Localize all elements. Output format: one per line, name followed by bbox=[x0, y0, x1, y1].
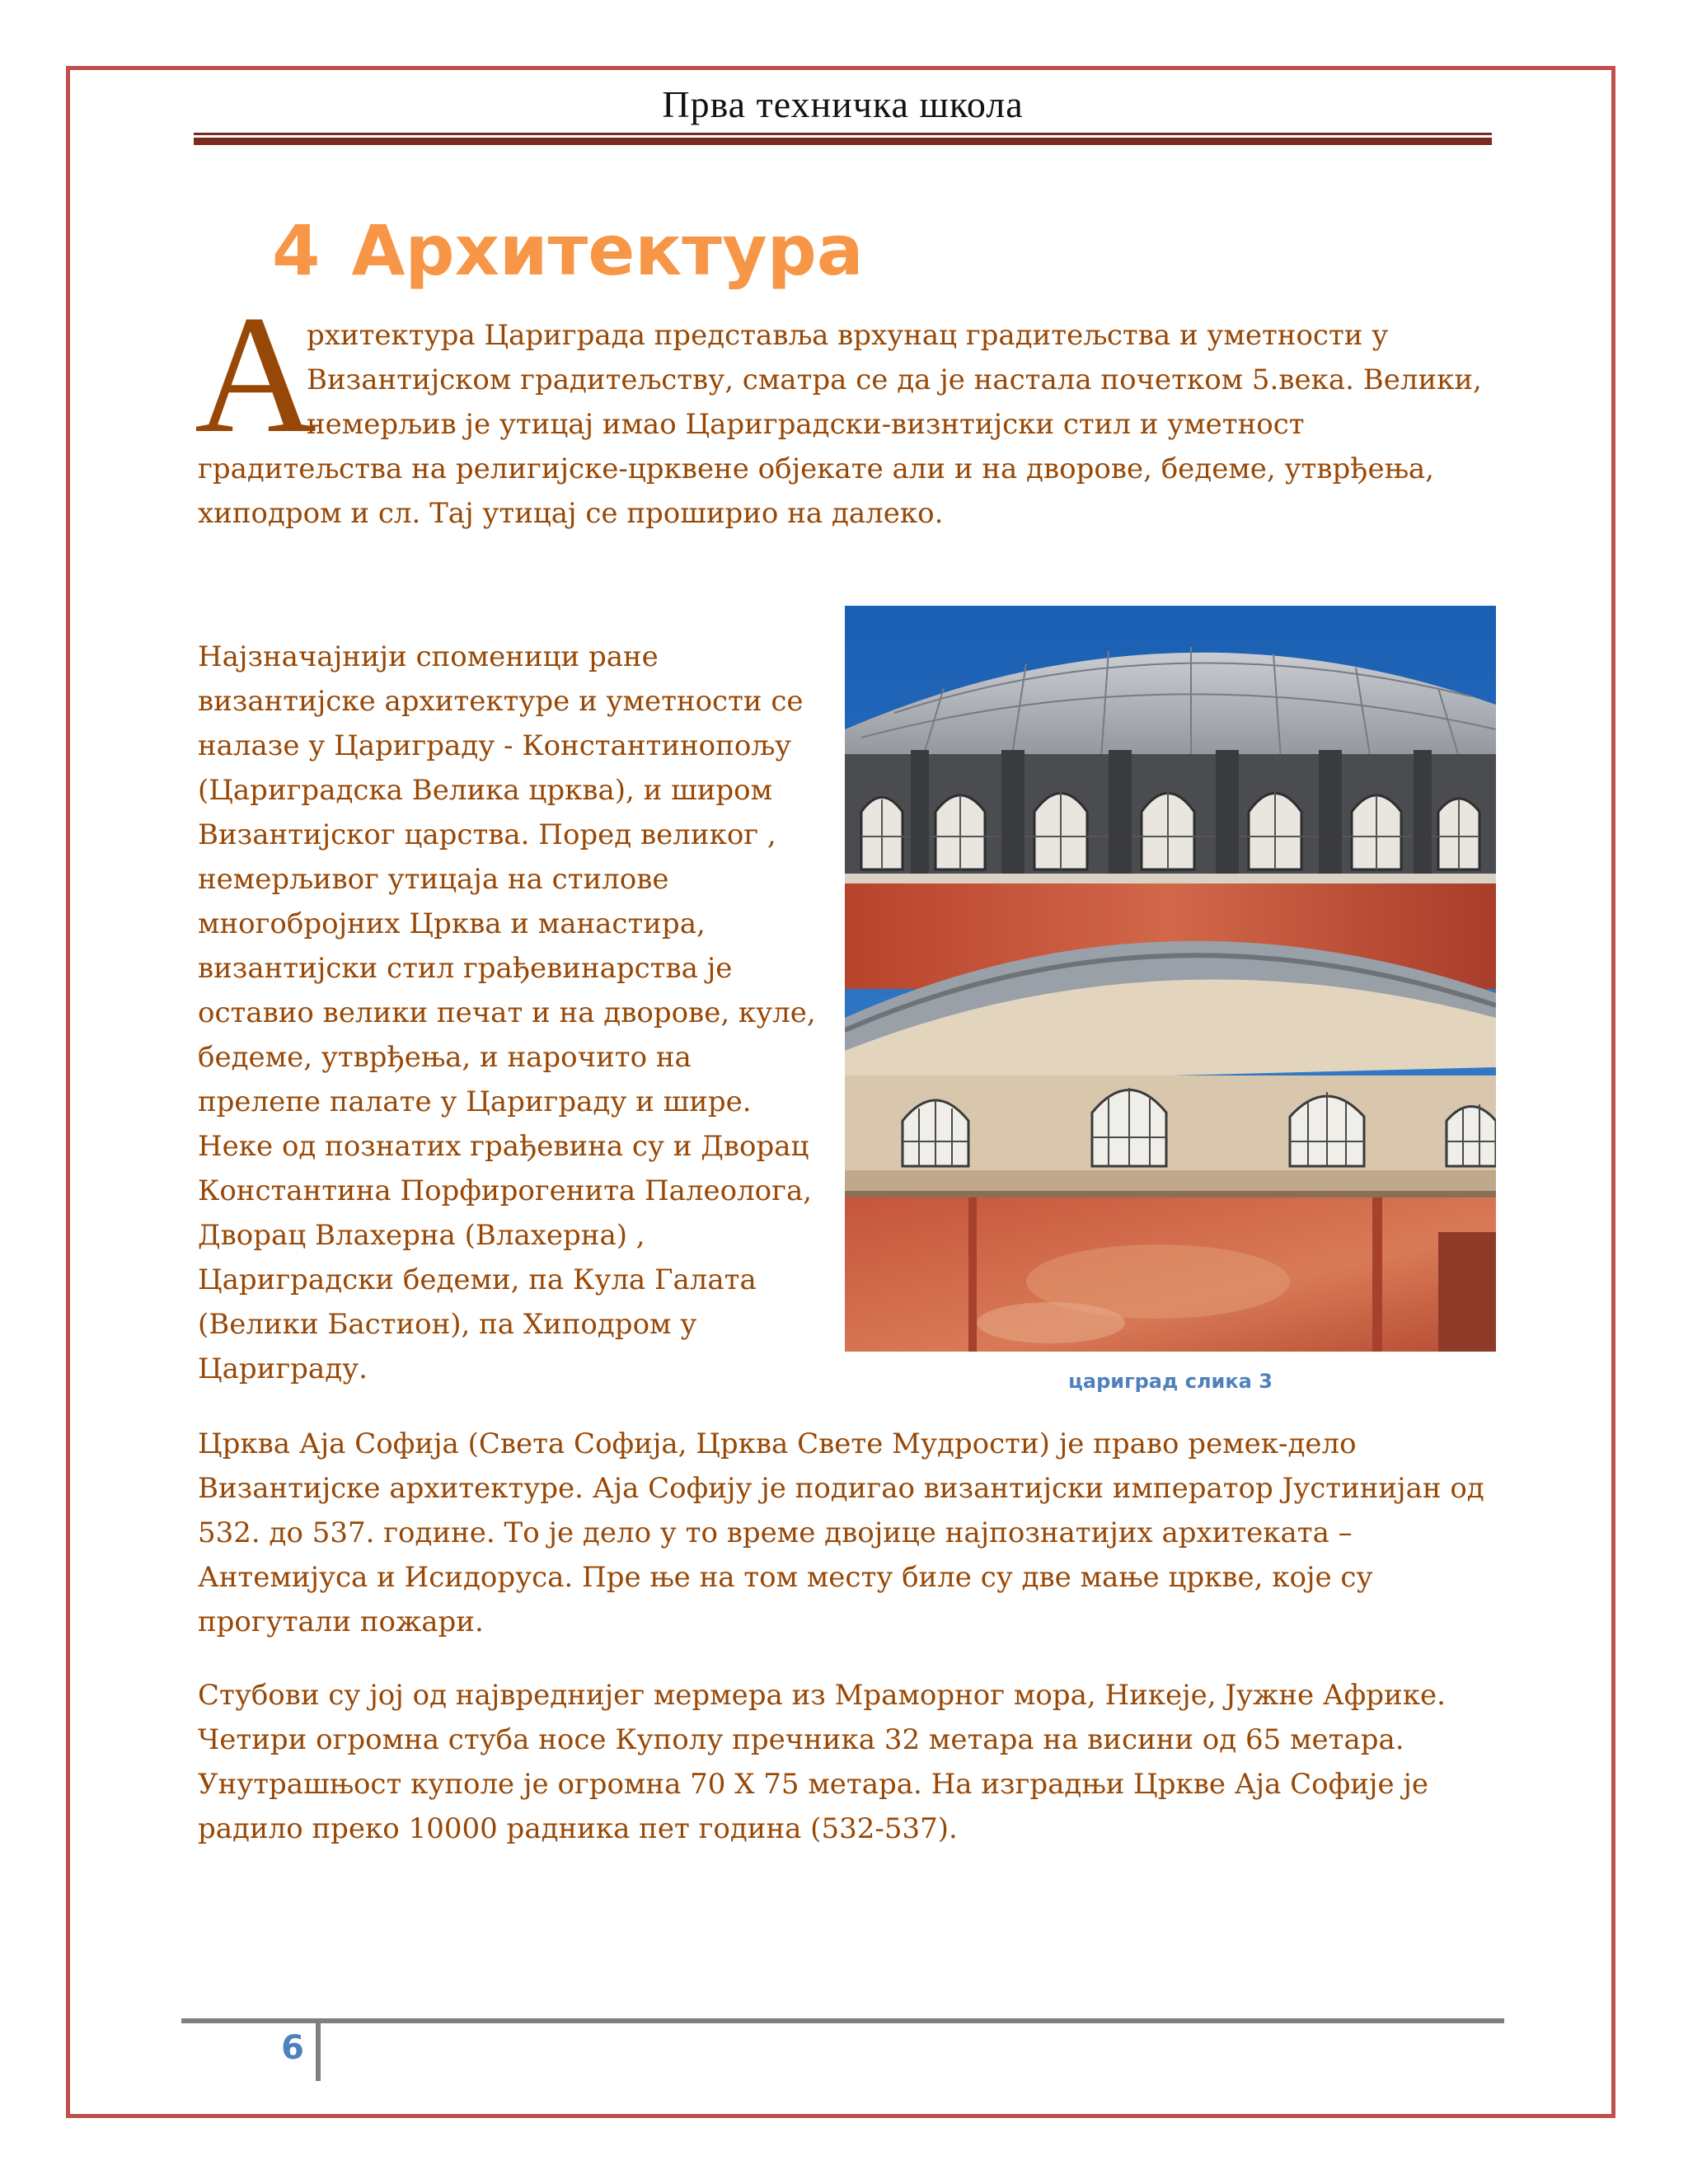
monuments-line: византијске архитектуре и уметности се bbox=[198, 685, 804, 718]
monuments-line: Дворац Влахерна (Влахерна) , bbox=[198, 1219, 645, 1252]
intro-paragraph bbox=[198, 313, 1492, 536]
monuments-line: Најзначајнији споменици ране bbox=[198, 640, 659, 673]
monuments-line: Цариградски бедеми, па Кула Галата bbox=[198, 1263, 757, 1296]
hagia-sophia-paragraph bbox=[198, 1422, 1500, 1644]
columns-paragraph bbox=[198, 1673, 1500, 1851]
hagia-sophia-line: прогутали пожари. bbox=[198, 1605, 484, 1638]
monuments-line: прелепе палате у Цариграду и шире. bbox=[198, 1085, 752, 1118]
footer-rule bbox=[181, 2018, 1504, 2023]
intro-line: градитељства на религијске-црквене објекате али и на дворове, бедеме, утврђења, bbox=[198, 452, 1434, 485]
hagia-sophia-line: Црква Аја Софија (Света Софија, Црква Свете Мудрости) је право ремек-дело bbox=[198, 1427, 1357, 1460]
monuments-paragraph bbox=[198, 635, 824, 1391]
section-heading bbox=[272, 210, 864, 291]
footer-divider bbox=[316, 2023, 321, 2081]
monuments-line: немерљивог утицаја на стилове bbox=[198, 863, 669, 896]
intro-line: Византијском градитељству, сматра се да је настала почетком 5.века. Велики, bbox=[307, 363, 1482, 396]
monuments-line: Цариграду. bbox=[198, 1352, 368, 1385]
monuments-line: Неке од познатих грађевина су и Дворац bbox=[198, 1130, 809, 1163]
hagia-sophia-line: Антемијуса и Исидоруса. Пре ње на том месту биле су две мање цркве, које су bbox=[198, 1561, 1373, 1594]
monuments-line: Византијског царства. Поред великог , bbox=[198, 818, 776, 851]
columns-line: Стубови су јој од највреднијег мермера из Мраморног мора, Никеје, Јужне Африке. bbox=[198, 1679, 1446, 1712]
monuments-line: Константина Порфирогенита Палеолога, bbox=[198, 1174, 813, 1207]
monuments-line: византијски стил грађевинарства је bbox=[198, 952, 733, 985]
monuments-line: налазе у Цариграду - Константинопољу bbox=[198, 729, 791, 762]
section-title: Архитектура bbox=[351, 210, 864, 291]
columns-line: Унутрашњост куполе је огромна 70 Х 75 метара. На изградњи Цркве Аја Софије је bbox=[198, 1768, 1429, 1801]
page-number: 6 bbox=[281, 2029, 304, 2067]
columns-line: Четири огромна стуба носе Куполу пречника 32 метара на висини од 65 метара. bbox=[198, 1723, 1404, 1756]
header-title: Прва техничка школа bbox=[662, 83, 1024, 125]
drop-cap: А bbox=[195, 281, 317, 468]
columns-line: радило преко 10000 радника пет година (532-537). bbox=[198, 1812, 958, 1845]
monuments-line: оставио велики печат и на дворове, куле, bbox=[198, 996, 816, 1029]
intro-line: хиподром и сл. Тај утицај се проширио на далеко. bbox=[198, 497, 944, 530]
monuments-line: (Цариградска Велика црква), и широм bbox=[198, 774, 773, 807]
section-number: 4 bbox=[272, 210, 321, 291]
header-rule-thick bbox=[194, 138, 1492, 145]
hagia-sophia-line: 532. до 537. године. То је дело у то време двојице најпознатијих архитеката – bbox=[198, 1516, 1353, 1549]
intro-line: немерљив је утицај имао Цариградски-визнтијски стил и уметност bbox=[307, 408, 1305, 441]
figure-caption: цариград слика 3 bbox=[1068, 1370, 1273, 1393]
monuments-line: многобројних Црква и манастира, bbox=[198, 907, 706, 940]
header-rule bbox=[194, 133, 1492, 135]
hagia-sophia-photo bbox=[845, 606, 1496, 1352]
hagia-sophia-line: Византијске архитектуре. Аја Софију је подигао византијски император Јустинијан од bbox=[198, 1472, 1484, 1505]
monuments-line: (Велики Бастион), па Хиподром у bbox=[198, 1308, 697, 1341]
intro-line: рхитектура Цариграда представља врхунац градитељства и уметности у bbox=[307, 319, 1389, 352]
monuments-line: бедеме, утврђења, и нарочито на bbox=[198, 1041, 692, 1074]
